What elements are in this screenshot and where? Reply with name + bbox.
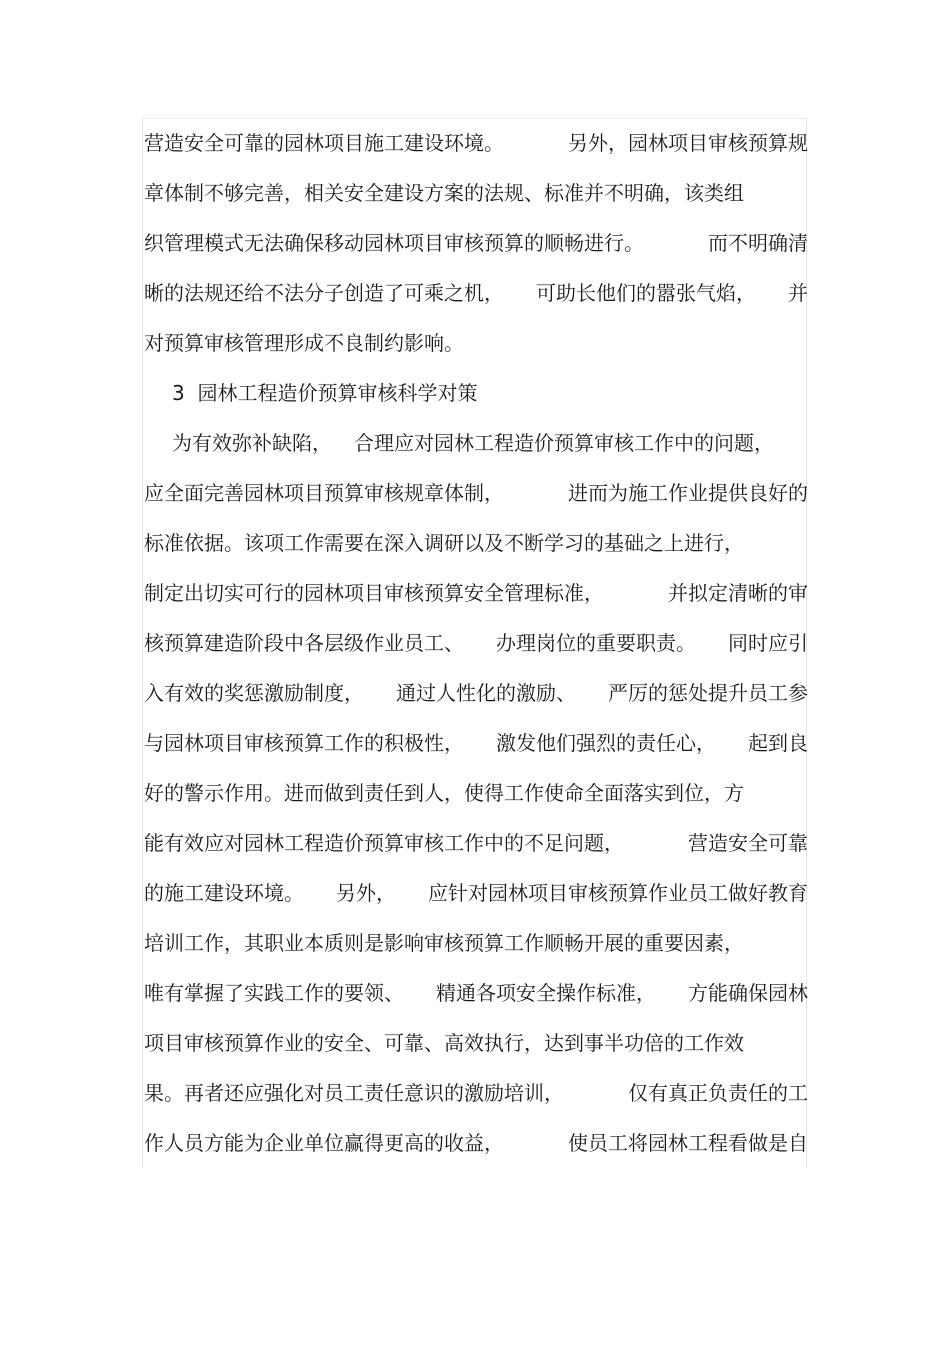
text-segment: 项目审核预算作业的安全、可靠、高效执行，达到事半功倍的工作效 xyxy=(144,1031,744,1055)
text-segment: 唯有掌握了实践工作的要领、 xyxy=(144,981,404,1005)
paragraph-line xyxy=(144,518,808,568)
text-segment: 另外，园林项目审核预算规 xyxy=(568,131,808,155)
paragraph-line xyxy=(144,568,808,618)
paragraph-line xyxy=(144,418,808,468)
paragraph-line xyxy=(144,1118,808,1168)
paragraph-line xyxy=(144,668,808,718)
paragraph-line xyxy=(144,318,808,368)
text-segment: 与园林项目审核预算工作的积极性， xyxy=(144,731,464,755)
text-segment: 并 xyxy=(788,281,808,305)
text-segment: 制定出切实可行的园林项目审核预算安全管理标准， xyxy=(144,581,604,605)
text-segment: 精通各项安全操作标准， xyxy=(436,981,656,1005)
text-segment: 同时应引 xyxy=(728,631,808,655)
text-segment: 晰的法规还给不法分子创造了可乘之机， xyxy=(144,281,504,305)
paragraph-line xyxy=(144,468,808,518)
paragraph-line xyxy=(144,618,808,668)
paragraph-line xyxy=(144,218,808,268)
text-segment: 起到良 xyxy=(748,731,808,755)
text-segment: 标准依据。该项工作需要在深入调研以及不断学习的基础之上进行， xyxy=(144,531,744,555)
text-segment: 并拟定清晰的审 xyxy=(668,581,808,605)
text-segment: 培训工作，其职业本质则是影响审核预算工作顺畅开展的重要因素， xyxy=(144,931,744,955)
text-segment: 能有效应对园林工程造价预算审核工作中的不足问题， xyxy=(144,831,624,855)
text-segment: 应全面完善园林项目预算审核规章体制， xyxy=(144,481,504,505)
paragraph-line xyxy=(144,718,808,768)
text-segment: 而不明确清 xyxy=(708,231,808,255)
paragraph-line xyxy=(144,1068,808,1118)
text-segment: 对预算审核管理形成不良制约影响。 xyxy=(144,331,464,355)
text-segment: 织管理模式无法确保移动园林项目审核预算的顺畅进行。 xyxy=(144,231,644,255)
paragraph-line xyxy=(144,968,808,1018)
paragraph-line xyxy=(144,818,808,868)
paragraph-line xyxy=(144,918,808,968)
text-segment: 严厉的惩处提升员工参 xyxy=(608,681,808,705)
paragraph-line xyxy=(144,868,808,918)
text-segment: 进而为施工作业提供良好的 xyxy=(568,481,808,505)
paragraph-line xyxy=(144,168,808,218)
text-segment: 可助长他们的嚣张气焰， xyxy=(536,281,756,305)
text-segment: 核预算建造阶段中各层级作业员工、 xyxy=(144,631,464,655)
text-segment: 仅有真正负责任的工 xyxy=(628,1081,808,1105)
text-segment: 使员工将园林工程看做是自 xyxy=(568,1131,808,1155)
text-segment: 应针对园林项目审核预算作业员工做好教育 xyxy=(428,881,808,905)
text-segment: 果。再者还应强化对员工责任意识的激励培训， xyxy=(144,1081,564,1105)
text-segment: 营造安全可靠的园林项目施工建设环境。 xyxy=(144,131,504,155)
body-text xyxy=(144,118,808,1168)
text-segment: 好的警示作用。进而做到责任到人，使得工作使命全面落实到位，方 xyxy=(144,781,744,805)
text-segment: 另外， xyxy=(336,881,396,905)
text-segment: 为有效弥补缺陷， xyxy=(172,431,332,455)
text-segment: 办理岗位的重要职责。 xyxy=(496,631,696,655)
paragraph-line xyxy=(144,118,808,168)
text-segment: 方能确保园林 xyxy=(688,981,808,1005)
paragraph-line xyxy=(144,268,808,318)
text-segment: 通过人性化的激励、 xyxy=(396,681,576,705)
text-segment: 章体制不够完善，相关安全建设方案的法规、标准并不明确，该类组 xyxy=(144,181,744,205)
section-heading xyxy=(144,368,808,418)
text-segment: 入有效的奖惩激励制度， xyxy=(144,681,364,705)
paragraph-line xyxy=(144,768,808,818)
text-segment: 营造安全可靠 xyxy=(688,831,808,855)
text-segment: 3 园林工程造价预算审核科学对策 xyxy=(172,381,478,405)
text-segment: 激发他们强烈的责任心， xyxy=(496,731,716,755)
text-segment: 作人员方能为企业单位赢得更高的收益， xyxy=(144,1131,504,1155)
paragraph-line xyxy=(144,1018,808,1068)
text-segment: 合理应对园林工程造价预算审核工作中的问题， xyxy=(354,431,774,455)
text-segment: 的施工建设环境。 xyxy=(144,881,304,905)
